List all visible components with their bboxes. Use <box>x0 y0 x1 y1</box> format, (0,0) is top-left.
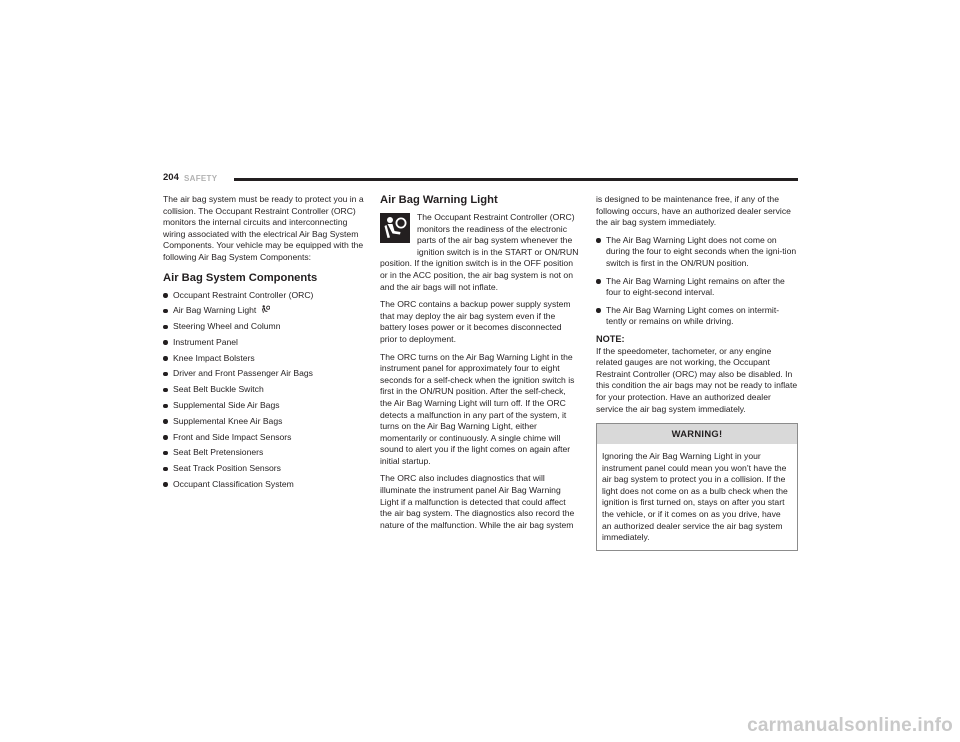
list-item: Supplemental Knee Air Bags <box>163 416 365 428</box>
continued-paragraph: is designed to be maintenance free, if any of the following occurs, have an authorized dealer service the air bag system immediately. <box>596 194 791 228</box>
list-item: Driver and Front Passenger Air Bags <box>163 368 365 380</box>
watermark: carmanualsonline.info <box>747 715 953 736</box>
list-item: Seat Belt Pretensioners <box>163 447 365 459</box>
airbag-warning-icon <box>261 305 270 314</box>
list-item: The Air Bag Warning Light does not come on during the four to eight seconds when the igni-tion switch is first in the ON/RUN position. <box>596 235 798 270</box>
intro-paragraph: The air bag system must be ready to protect you in a collision. The Occupant Restraint Controller (ORC) monitors the internal circuits and interconnecting wiring associated with the electrical Air Bag System Components. Your vehicle may be equipped with the following Air Bag System Components: <box>163 194 364 262</box>
column-3 <box>596 194 798 551</box>
warning-text: Ignoring the Air Bag Warning Light in your instrument panel could mean you won’t have the air bag system to protect you in a collision. If the light does not come on as a bulb check when the ignition is first turned on, stays on after you start the vehicle, or if it comes on as you drive, have an authorized dealer service the air bag system immediately. <box>602 451 788 543</box>
page-number: 204 <box>163 172 179 183</box>
list-item: Knee Impact Bolsters <box>163 353 365 365</box>
list-item: The Air Bag Warning Light comes on intermit-tently or remains on while driving. <box>596 305 798 328</box>
list-item: Supplemental Side Air Bags <box>163 400 365 412</box>
warning-title: WARNING! <box>597 424 797 444</box>
list-item: Seat Belt Buckle Switch <box>163 384 365 396</box>
column-1 <box>163 194 365 495</box>
section-title: SAFETY <box>184 173 218 183</box>
page-header <box>163 172 798 184</box>
list-item: Steering Wheel and Column <box>163 321 365 333</box>
warning-light-paragraph-2: The ORC contains a backup power supply system that may deploy the air bag system even if the battery loses power or it becomes disconnected prior to deployment. <box>380 299 571 344</box>
airbag-warning-icon <box>380 213 410 243</box>
note-title: NOTE: <box>596 333 625 344</box>
list-item: Occupant Restraint Controller (ORC) <box>163 290 365 302</box>
note-text: If the speedometer, tachometer, or any engine related gauges are not working, the Occupant Restraint Controller (ORC) may also be disabled. In this condition the air bags may not be ready to inflate for your protection. Have an authorized dealer service the air bag system immediately. <box>596 345 798 414</box>
list-item: Occupant Classification System <box>163 479 365 491</box>
warning-box <box>596 423 798 551</box>
list-item: The Air Bag Warning Light remains on after the four to eight-second interval. <box>596 276 798 299</box>
list-item: Instrument Panel <box>163 337 365 349</box>
components-heading: Air Bag System Components <box>163 271 318 284</box>
warning-light-intro <box>380 212 579 293</box>
components-list <box>163 290 365 491</box>
warning-light-heading: Air Bag Warning Light <box>380 194 498 206</box>
conditions-list <box>596 235 798 328</box>
warning-light-paragraph-3: The ORC turns on the Air Bag Warning Light in the instrument panel for approximately four to eight seconds for a self-check when the ignition switch is first in the ON/RUN position. After the self-check, the Air Bag Warning Light will turn off. If the ORC detects a malfunction in any part of the system, it turns on the Air Bag Warning Light, either momentarily or continuously. A single chime will sound to alert you if the light comes on again after initial startup. <box>380 351 575 466</box>
warning-light-paragraph-1: The Occupant Restraint Controller (ORC) monitors the readiness of the electronic parts of the air bag system whenever the ignition switch is in the START or ON/RUN position. If the ignition switch is in the OFF position or in the ACC position, the air bag system is not on and the air bags will not inflate. <box>380 212 579 292</box>
header-rule <box>234 178 798 181</box>
column-2 <box>380 194 579 537</box>
list-item: Front and Side Impact Sensors <box>163 432 365 444</box>
list-item: Seat Track Position Sensors <box>163 463 365 475</box>
list-item: Air Bag Warning Light <box>163 305 365 317</box>
warning-light-paragraph-4: The ORC also includes diagnostics that will illuminate the instrument panel Air Bag Warning Light if a malfunction is detected that could affect the air bag system. The diagnostics also record the nature of the malfunction. While the air bag system <box>380 473 575 530</box>
